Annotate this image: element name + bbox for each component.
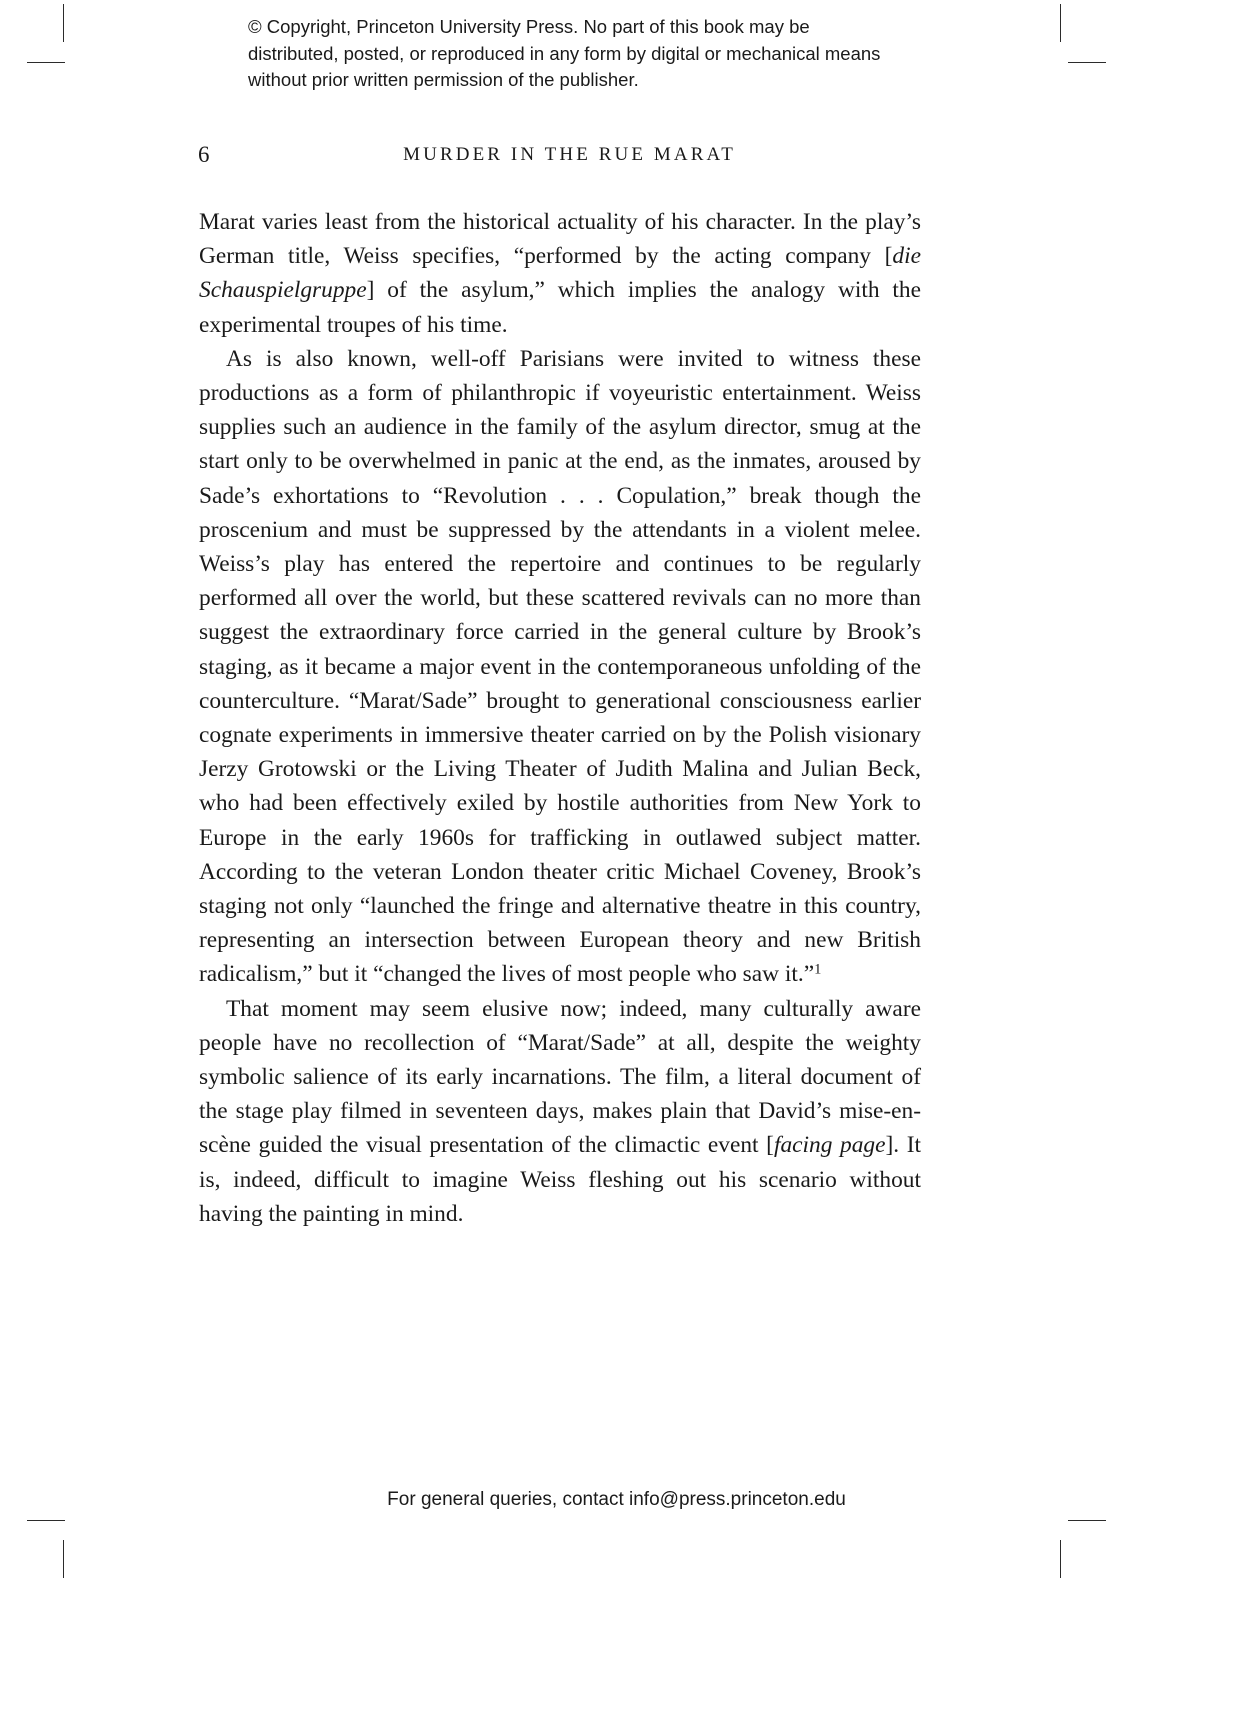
page-number: 6 — [198, 142, 210, 167]
paragraph-1-italic-phrase: die Schauspielgruppe — [199, 243, 921, 304]
footnote-reference: 1 — [814, 961, 822, 978]
paragraph-1-text-after-italic: ] of the asylum,” which implies the analogy with the experimental troupes of his time. — [199, 277, 921, 338]
running-head-title: MURDER IN THE RUE MARAT — [403, 144, 736, 165]
footer-contact-line: For general queries, contact info@press.princeton.edu — [387, 1489, 846, 1510]
paragraph-2-text: As is also known, well-off Parisians were invited to witness these productions as a form of philanthropic if voyeuristic entertainment. Weiss supplies such an audience in the family of the asylum director, smug at the start only to be overwhelmed in panic at the end, as the inmates, aroused by Sade’s exhortations to “Revolution . . . Copulation,” break though the proscenium and must be suppressed by the attendants in a violent melee. Weiss’s play has entered the repertoire and continues to be regularly performed all over the world, but these scattered revivals can no more than suggest the extraordinary force carried in the general culture by Brook’s staging, as it became a major event in the contemporaneous unfolding of the counterculture. “Marat/Sade” brought to generational consciousness earlier cognate experiments in immersive theater carried on by the Polish visionary Jerzy Grotowski or the Living Theater of Judith Malina and Julian Beck, who had been effectively exiled by hostile authorities from New York to Europe in the early 1960s for trafficking in outlawed subject matter. According to the veteran London theater critic Michael Coveney, Brook’s staging not only “launched the fringe and alternative theatre in this country, representing an intersection between European theory and new British radicalism,” but it “changed the lives of most people who saw it.” — [199, 345, 921, 988]
paragraph-3-text-after-italic: ]. It is, indeed, difficult to imagine Weiss fleshing out his scenario without having the painting in mind. — [199, 1132, 922, 1227]
crop-mark-bottom-left-vertical — [63, 1540, 64, 1578]
body-text — [199, 205, 921, 1231]
paragraph-3-italic-phrase: facing page — [773, 1132, 886, 1159]
paragraph-1 — [199, 205, 921, 342]
crop-mark-bottom-right-vertical — [1060, 1540, 1061, 1578]
crop-mark-bottom-right-horizontal — [1068, 1520, 1106, 1521]
crop-mark-top-right-horizontal — [1068, 62, 1106, 63]
crop-mark-top-left-vertical — [63, 4, 64, 42]
copyright-notice: © Copyright, Princeton University Press. No part of this book may be distributed, posted, or reproduced in any form by digital or mechanical means without prior written permission of the publisher. — [248, 16, 881, 90]
crop-mark-top-right-vertical — [1060, 4, 1061, 42]
crop-mark-bottom-left-horizontal — [27, 1520, 65, 1521]
running-head — [198, 140, 938, 170]
paragraph-2 — [199, 342, 921, 992]
paragraph-3-text-before-italic: That moment may seem elusive now; indeed, many culturally aware people have no recollection of “Marat/Sade” at all, despite the weighty symbolic salience of its early incarnations. The film, a literal document of the stage play filmed in seventeen days, makes plain that David’s mise-en-scène guided the visual presentation of the climactic event [ — [199, 995, 921, 1159]
paragraph-3 — [199, 992, 921, 1231]
paragraph-1-text-before-italic: Marat varies least from the historical actuality of his character. In the play’s German title, Weiss specifies, “performed by the acting company [ — [199, 209, 921, 270]
crop-mark-top-left-horizontal — [27, 62, 65, 63]
